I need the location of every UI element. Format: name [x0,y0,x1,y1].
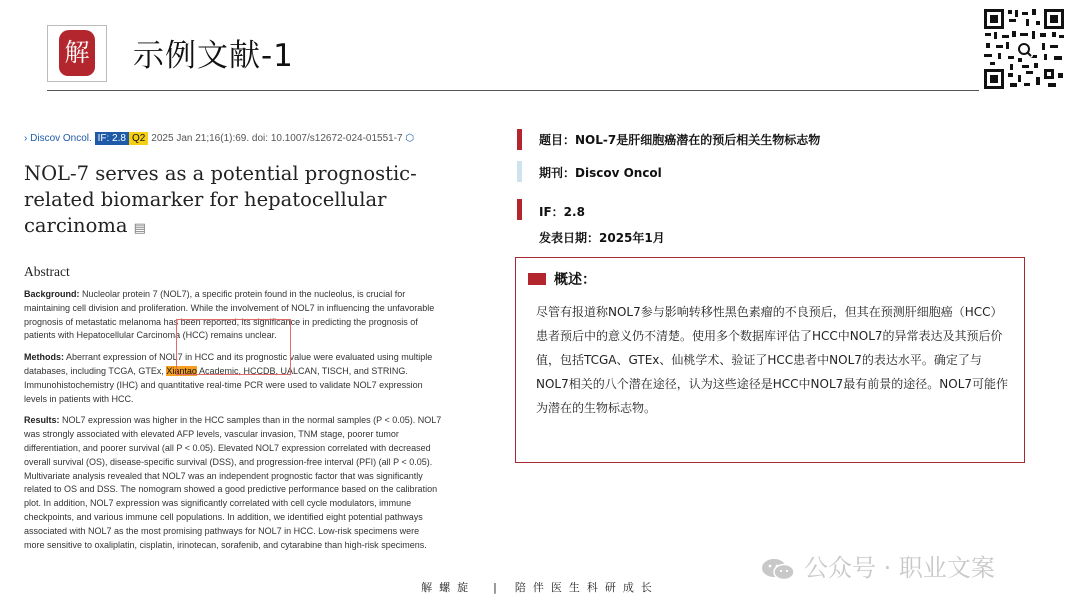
results-text: NOL7 expression was higher in the HCC samples than in the normal samples (P < 0.05). NOL7 was strongly associated with elevated AFP levels, vascular invasion, TNM stage, poorer tumor differentiation, and poorer survival (all P < 0.05). Elevated NOL7 expression correlated with decreased overall survival (OS), disease-specific survival (DSS), and progression-free interval (PFI) (all P < 0.05). Multivariate analysis revealed that NOL7 was an independent prognostic factor that was significantly related to OS and DSS. The nomogram showed a good predictive performance based on the calibration plot. In addition, NOL7 expression was significantly correlated with cell cycle modulators, immune checkpoints, and various immune cell populations. In addition, we identified eight potential pathways associated with NOL7 as the most promising pathways for NOL7 in HCC. Low-risk specimens were more sensitive to oxaliplatin, cisplatin, irinotecan, sorafenib, and cytarabine than high-risk specimens. [24,415,442,550]
title-bar-marker [517,129,522,150]
watermark-text: 公众号 · 职业文案 [804,554,995,582]
impact-factor-badge: IF: 2.8 [95,132,129,145]
results-label: Results: [24,415,60,426]
citation-details: 2025 Jan 21;16(1):69. doi: 10.1007/s12672-024-01551-7 [151,133,403,144]
logo-box [47,25,107,82]
if-bar-marker [517,199,522,220]
background-label: Background: [24,289,80,299]
seal-logo: 解 [59,30,95,76]
header-divider [47,90,979,91]
journal-link[interactable]: Discov Oncol. [30,133,92,144]
chevron-right-icon: › [24,133,28,144]
info-journal: 期刊：Discov Oncol [539,166,662,180]
footer-left: 解螺旋 [421,581,476,594]
translate-icon[interactable]: ▤ [133,221,146,236]
footer [0,579,1080,595]
results-paragraph [24,414,442,552]
qr-code-icon [982,7,1066,91]
journal-bar-marker [517,161,522,182]
info-date: 发表日期：2025年1月 [539,231,665,245]
summary-body: 尽管有报道称NOL7参与影响转移性黑色素瘤的不良预后，但其在预测肝细胞癌（HCC）患者预后中的意义仍不清楚。使用多个数据库评估了HCC中NOL7的异常表达及其预后价值，包括TCGA、GTEx、仙桃学术、验证了HCC患者中NOL7的表达水平。确定了与NOL7相关的八个潜在途径，认为这些途径是HCC中NOL7最有前景的途径。NOL7可能作为潜在的生物标志物。 [536,305,1009,415]
paper-title-text: NOL-7 serves as a potential prognostic-related biomarker for hepatocellular carcinoma [24,162,417,237]
methods-label: Methods: [24,352,64,363]
abstract-heading: Abstract [24,264,70,279]
wechat-icon [760,557,796,581]
paper-title [24,161,474,242]
background-text: Nucleolar protein 7 (NOL7), a specific protein found in the nucleolus, is crucial for maintaining cell division and proliferation. While the involvement of NOL7 in influencing the unfavorable prognosis of metastatic melanoma has been reported, its significance in predicting the prognosis of patients with Hepatocellular Carcinoma (HCC) remains unclear. [24,289,435,341]
info-title: 题目：NOL-7是肝细胞癌潜在的预后相关生物标志物 [539,133,821,147]
methods-text-pre: Aberrant expression of NOL7 in HCC and its prognostic value were evaluated using multiple databases, including TCGA, GTEx, [24,352,433,376]
highlighted-term: Xiantao [166,365,197,376]
summary-heading: 概述： [554,272,596,288]
watermark [760,548,995,583]
annotation-box [176,319,291,375]
quartile-badge: Q2 [129,132,148,145]
info-if: IF：2.8 [539,205,585,219]
methods-text-post: Academic, HCCDB, UALCAN, TISCH, and STRING. Immunohistochemistry (IHC) and quantitative real-time PCR were used to validate NOL7 expression levels in patients with HCC. [24,365,423,404]
footer-separator: | [493,581,497,594]
summary-panel [515,257,1025,463]
citation-line [24,133,474,144]
footer-right: 陪伴医生科研成长 [514,581,659,594]
external-link-icon[interactable]: ⬡ [405,133,415,144]
summary-marker [528,273,546,285]
page-title: 示例文献-1 [133,38,294,74]
